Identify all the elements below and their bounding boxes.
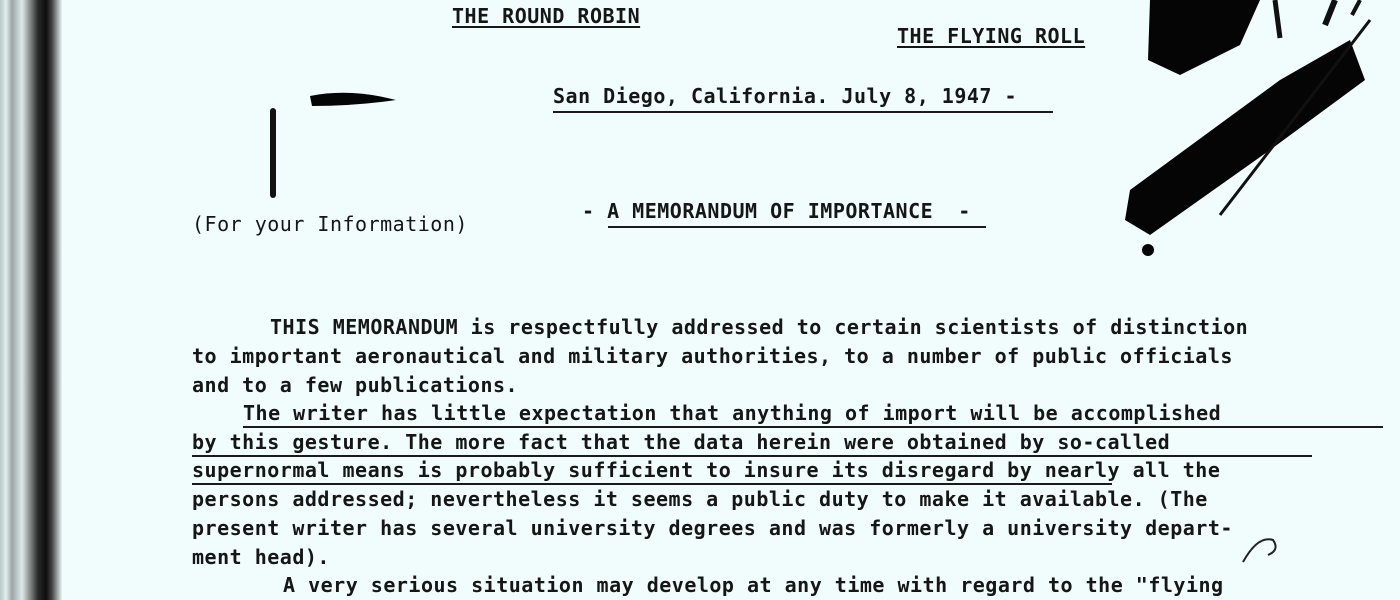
body-line-4-underline bbox=[243, 426, 1383, 428]
ink-vertical-stroke bbox=[270, 108, 276, 198]
memo-title: - A MEMORANDUM OF IMPORTANCE - bbox=[582, 199, 971, 223]
body-line-1: THIS MEMORANDUM is respectfully addressed to certain scientists of distinction bbox=[270, 315, 1249, 339]
body-line-5: by this gesture. The more fact that the data herein were obtained by so-called bbox=[192, 430, 1171, 454]
body-line-2: to important aeronautical and military authorities, to a number of public officials bbox=[192, 344, 1233, 368]
memo-title-underline bbox=[608, 226, 986, 228]
body-line-10: A very serious situation may develop at any time with regard to the "flying bbox=[283, 573, 1224, 597]
body-line-6-underline bbox=[192, 483, 1112, 485]
redaction-marks bbox=[1110, 0, 1400, 270]
body-line-9: ment head). bbox=[192, 545, 330, 569]
body-line-6: supernormal means is probably sufficient to insure its disregard by nearly all the bbox=[192, 458, 1221, 482]
ink-blot-left bbox=[300, 88, 410, 208]
dateline-underline bbox=[553, 111, 1053, 113]
round-robin-title: THE ROUND ROBIN bbox=[452, 4, 641, 28]
body-line-3: and to a few publications. bbox=[192, 373, 519, 397]
dateline: San Diego, California. July 8, 1947 - bbox=[553, 84, 1018, 108]
body-line-7: persons addressed; nevertheless it seems a public duty to make it available. (The bbox=[192, 487, 1208, 511]
handwritten-mark bbox=[1238, 530, 1288, 570]
flying-roll-title: THE FLYING ROLL bbox=[897, 24, 1086, 48]
info-note: (For your Information) bbox=[192, 212, 468, 236]
binding-edge bbox=[0, 0, 62, 600]
body-line-8: present writer has several university degrees and was formerly a university depart- bbox=[192, 516, 1233, 540]
body-line-5-underline bbox=[192, 455, 1312, 457]
body-line-4: The writer has little expectation that anything of import will be accomplished bbox=[243, 401, 1222, 425]
